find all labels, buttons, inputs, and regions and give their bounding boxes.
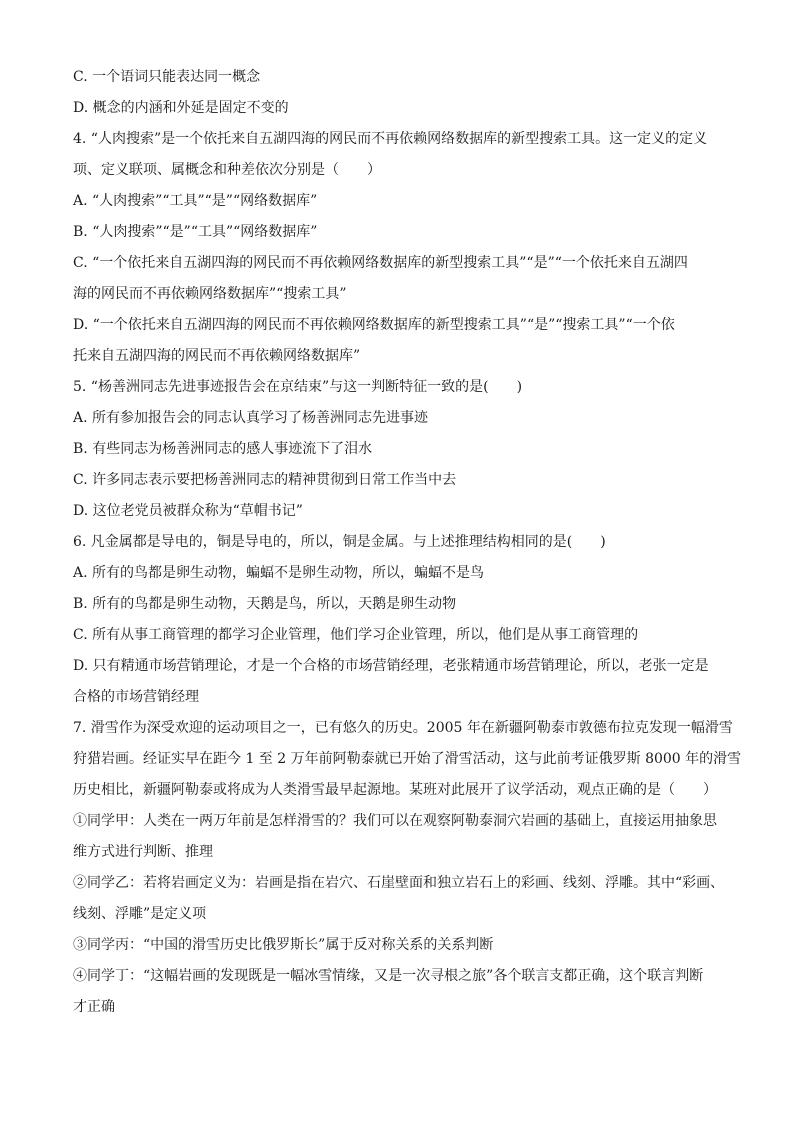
option-a-q5: A. 所有参加报告会的同志认真学习了杨善洲同志先进事迹 bbox=[73, 410, 429, 426]
option-c-q4-cont: 海的网民而不再依赖网络数据库”“搜索工具” bbox=[73, 286, 347, 302]
question-4-stem: 4. “人肉搜索”是一个依托来自五湖四海的网民而不再依赖网络数据库的新型搜索工具。这一定义的定义 bbox=[73, 131, 708, 147]
option-c-q3: C. 一个语词只能表达同一概念 bbox=[73, 69, 261, 85]
option-d-q4: D. “一个依托来自五湖四海的网民而不再依赖网络数据库的新型搜索工具”“是”“搜索工具”“一个依 bbox=[73, 317, 675, 333]
exam-page bbox=[73, 62, 742, 1023]
option-d-q4-cont: 托来自五湖四海的网民而不再依赖网络数据库” bbox=[73, 348, 361, 364]
option-c-q5: C. 许多同志表示要把杨善洲同志的精神贯彻到日常工作当中去 bbox=[73, 472, 457, 488]
question-5-stem: 5. “杨善洲同志先进事迹报告会在京结束”与这一判断特征一致的是( ) bbox=[73, 379, 523, 395]
option-d-q6: D. 只有精通市场营销理论，才是一个合格的市场营销经理，老张精通市场营销理论，所以，老张一定是 bbox=[73, 658, 709, 674]
option-b-q5: B. 有些同志为杨善洲同志的感人事迹流下了泪水 bbox=[73, 441, 373, 457]
question-7-stem-cont-1: 狩猎岩画。经证实早在距今 1 至 2 万年前阿勒泰就已开始了滑雪活动，这与此前考证俄罗斯 8000 年的滑雪 bbox=[73, 751, 742, 767]
option-a-q4: A. “人肉搜索”“工具”“是”“网络数据库” bbox=[73, 193, 318, 209]
question-6-stem: 6. 凡金属都是导电的，铜是导电的，所以，铜是金属。与上述推理结构相同的是( ) bbox=[73, 534, 606, 550]
statement-1-q7: ①同学甲：人类在一两万年前是怎样滑雪的？我们可以在观察阿勒泰洞穴岩画的基础上，直接运用抽象思 bbox=[73, 813, 717, 829]
option-b-q6: B. 所有的鸟都是卵生动物，天鹅是鸟，所以，天鹅是卵生动物 bbox=[73, 596, 457, 612]
option-b-q4: B. “人肉搜索”“是”“工具”“网络数据库” bbox=[73, 224, 318, 240]
option-d-q6-cont: 合格的市场营销经理 bbox=[73, 689, 199, 705]
statement-2-q7-cont: 线刻、浮雕”是定义项 bbox=[73, 906, 207, 922]
statement-2-q7: ②同学乙：若将岩画定义为：岩画是指在岩穴、石崖壁面和独立岩石上的彩画、线刻、浮雕。其中“彩画、 bbox=[73, 875, 725, 891]
option-d-q3: D. 概念的内涵和外延是固定不变的 bbox=[73, 100, 289, 116]
option-d-q5: D. 这位老党员被群众称为“草帽书记” bbox=[73, 503, 303, 519]
option-c-q6: C. 所有从事工商管理的都学习企业管理，他们学习企业管理，所以，他们是从事工商管理的 bbox=[73, 627, 639, 643]
statement-3-q7: ③同学丙：“中国的滑雪历史比俄罗斯长”属于反对称关系的关系判断 bbox=[73, 937, 494, 953]
question-7-stem-cont-2: 历史相比，新疆阿勒泰或将成为人类滑雪最早起源地。某班对此展开了议学活动，观点正确的是（ ） bbox=[73, 782, 717, 798]
question-4-stem-cont: 项、定义联项、属概念和种差依次分别是（ ） bbox=[73, 162, 381, 178]
statement-4-q7-cont: 才正确 bbox=[73, 999, 115, 1015]
option-a-q6: A. 所有的鸟都是卵生动物，蝙蝠不是卵生动物，所以，蝙蝠不是鸟 bbox=[73, 565, 485, 581]
question-7-stem: 7. 滑雪作为深受欢迎的运动项目之一，已有悠久的历史。2005 年在新疆阿勒泰市敦德布拉克发现一幅滑雪 bbox=[73, 720, 733, 736]
statement-1-q7-cont: 维方式进行判断、推理 bbox=[73, 844, 213, 860]
statement-4-q7: ④同学丁：“这幅岩画的发现既是一幅冰雪情缘，又是一次寻根之旅”各个联言支都正确，这个联言判断 bbox=[73, 968, 704, 984]
option-c-q4: C. “一个依托来自五湖四海的网民而不再依赖网络数据库的新型搜索工具”“是”“一个依托来自五湖四 bbox=[73, 255, 688, 271]
